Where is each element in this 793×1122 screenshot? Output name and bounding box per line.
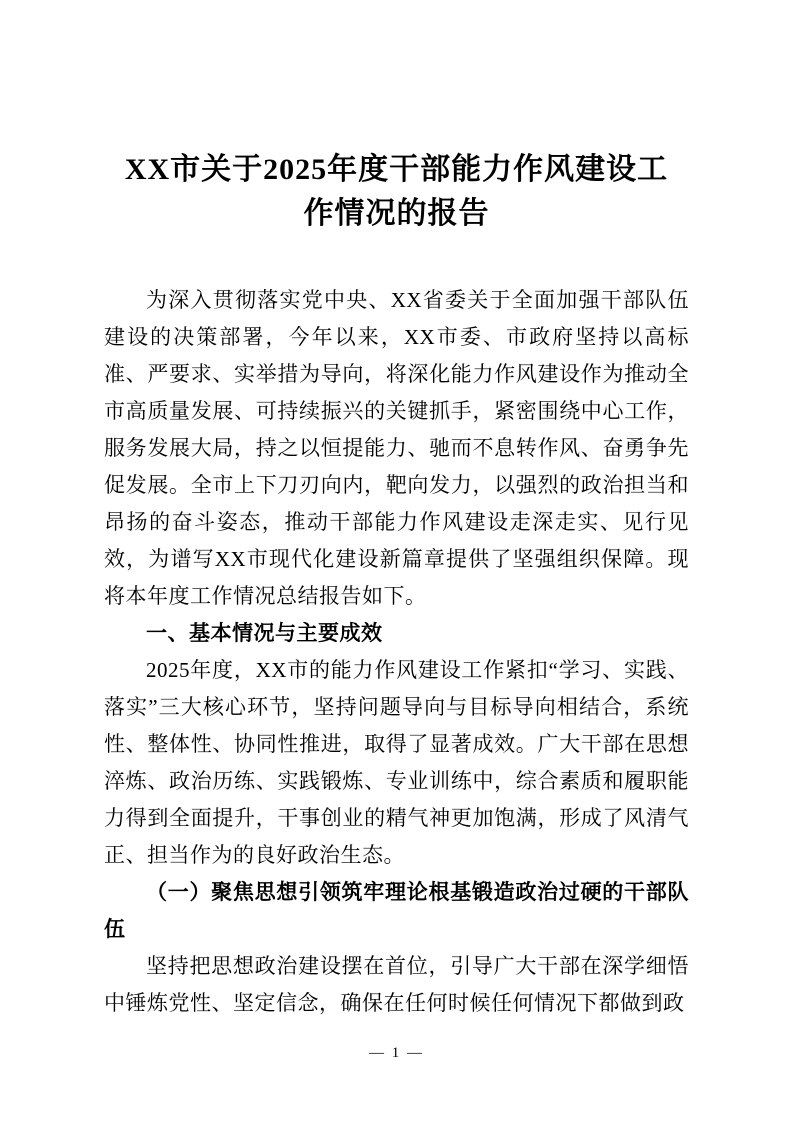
- page-number: — 1 —: [369, 1045, 424, 1061]
- section-heading-basic-situation: 一、基本情况与主要成效: [146, 621, 383, 645]
- document-title-line-2: 作情况的报告: [303, 197, 490, 230]
- paragraph-ideology-body: 坚持把思想政治建设摆在首位，引导广大干部在深学细悟中锤炼党性、坚定信念，确保在任何时候任何情况下都做到政: [104, 954, 689, 1015]
- document-title-line-1: XX市关于2025年度干部能力作风建设工: [124, 153, 669, 186]
- paragraph-overview: 2025年度，XX市的能力作风建设工作紧扣“学习、实践、落实”三大核心环节，坚持问题导向与目标导向相结合，系统性、整体性、协同性推进，取得了显著成效。广大干部在思想淬炼、政治历练、实践锻炼、专业训练中，综合素质和履职能力得到全面提升，干事创业的精气神更加饱满，形成了风清气正、担当作为的良好政治生态。: [104, 658, 689, 867]
- paragraph-introduction: 为深入贯彻落实党中央、XX省委关于全面加强干部队伍建设的决策部署，今年以来，XX市委、市政府坚持以高标准、严要求、实举措为导向，将深化能力作风建设作为推动全市高质量发展、可持续振兴的关键抓手，紧密围绕中心工作，服务发展大局，持之以恒提能力、驰而不息转作风、奋勇争先促发展。全市上下刀刃向内，靶向发力，以强烈的政治担当和昂扬的奋斗姿态，推动干部能力作风建设走深走实、见行见效，为谱写XX市现代化建设新篇章提供了坚强组织保障。现将本年度工作情况总结报告如下。: [104, 288, 689, 608]
- document-title: [104, 148, 689, 236]
- subsection-heading-ideology: （一）聚焦思想引领筑牢理论根基锻造政治过硬的干部队伍: [104, 880, 689, 941]
